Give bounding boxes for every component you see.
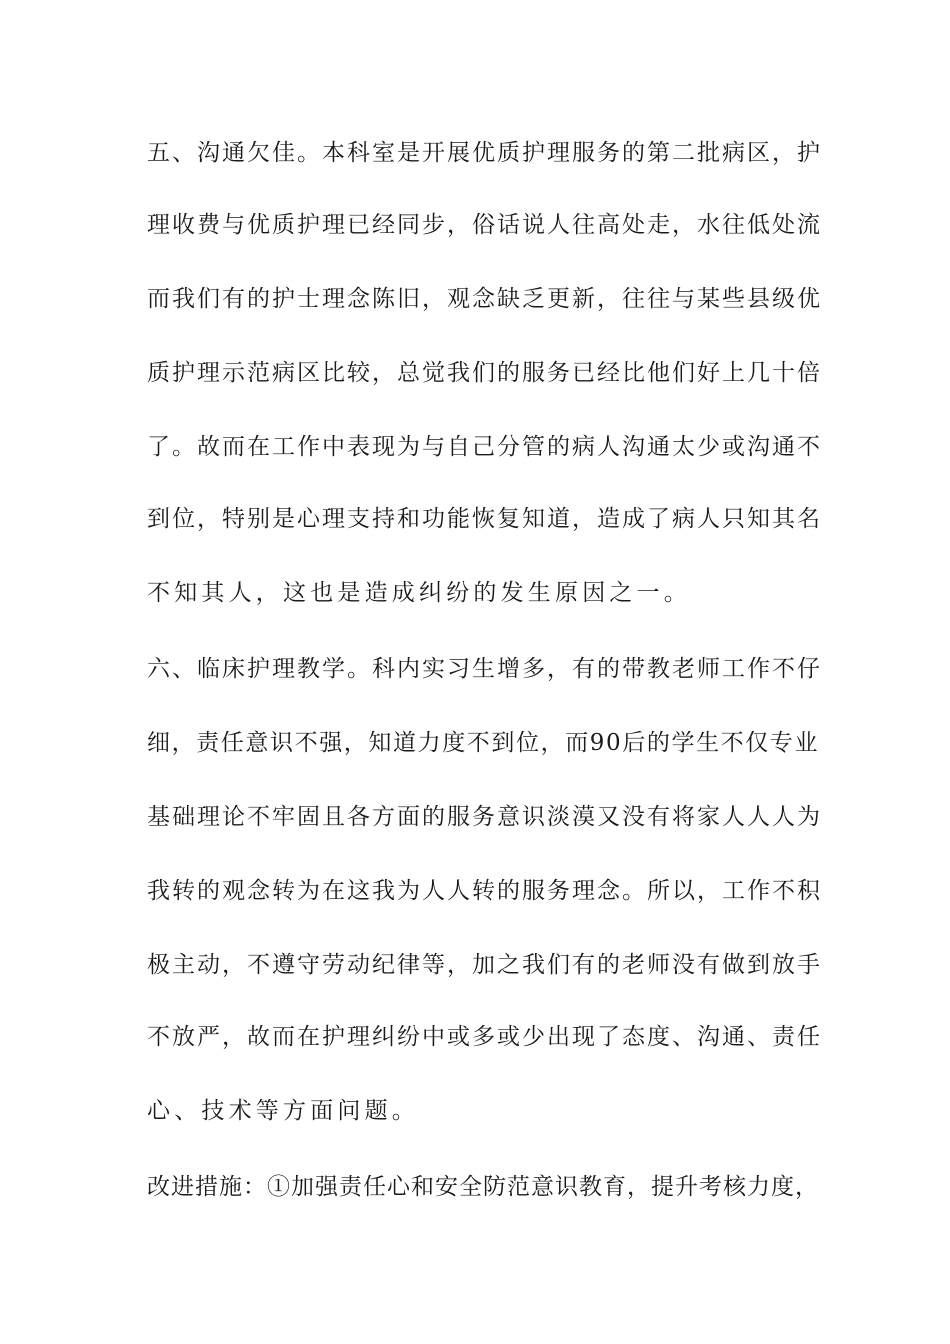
text-line: 理收费与优质护理已经同步，俗话说人往高处走，水往低处流 [147, 212, 822, 238]
text-line: 极主动，不遵守劳动纪律等，加之我们有的老师没有做到放手 [147, 952, 822, 978]
text-line: 基础理论不牢固且各方面的服务意识淡漠又没有将家人人人为 [147, 804, 822, 830]
text-line: 改进措施：①加强责任心和安全防范意识教育，提升考核力度， [147, 1174, 819, 1200]
text-line: 细，责任意识不强，知道力度不到位，而90后的学生不仅专业 [147, 730, 820, 756]
text-line: 而我们有的护士理念陈旧，观念缺乏更新，往往与某些县级优 [147, 286, 822, 312]
text-line: 到位，特别是心理支持和功能恢复知道，造成了病人只知其名 [147, 506, 822, 532]
text-line: 质护理示范病区比较，总觉我们的服务已经比他们好上几十倍 [147, 360, 822, 386]
text-line: 不放严，故而在护理纠纷中或多或少出现了态度、沟通、责任 [147, 1024, 822, 1050]
text-line: 六、临床护理教学。科内实习生增多，有的带教老师工作不仔 [147, 656, 822, 682]
text-line: 心、技术等方面问题。 [147, 1098, 419, 1124]
text-line: 我转的观念转为在这我为人人转的服务理念。所以，工作不积 [147, 878, 822, 904]
text-line: 了。故而在工作中表现为与自己分管的病人沟通太少或沟通不 [147, 434, 822, 460]
text-line: 五、沟通欠佳。本科室是开展优质护理服务的第二批病区，护 [147, 140, 822, 166]
text-line: 不知其人，这也是造成纠纷的发生原因之一。 [147, 580, 691, 606]
